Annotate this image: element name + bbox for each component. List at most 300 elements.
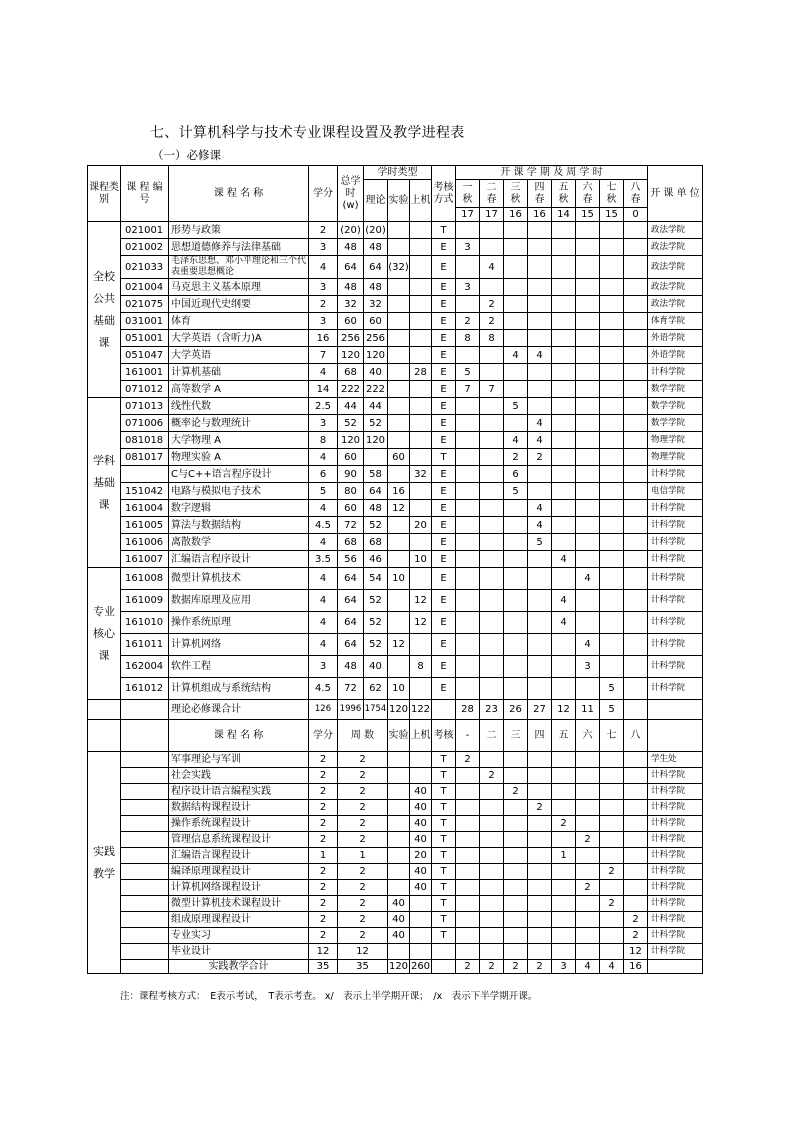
semester-hours-cell xyxy=(456,347,480,364)
semester-hours-cell xyxy=(504,534,528,551)
practice-dept: 计科学院 xyxy=(648,864,703,880)
semester-hours-cell xyxy=(552,483,576,500)
course-code: 021075 xyxy=(121,296,169,313)
blank-cell xyxy=(88,700,121,720)
course-lab-hours xyxy=(388,347,410,364)
practice-lab: 40 xyxy=(388,928,410,944)
course-theory-hours: 48 xyxy=(364,500,388,517)
course-lab-hours: 10 xyxy=(388,568,410,590)
course-name: 操作系统原理 xyxy=(169,612,309,634)
course-exam-type: E xyxy=(432,239,456,256)
course-dept: 计科学院 xyxy=(648,364,703,381)
course-lab-hours xyxy=(388,534,410,551)
blank-cell xyxy=(121,864,169,880)
course-total-hours: 80 xyxy=(338,483,364,500)
semester-hours-cell xyxy=(528,256,552,279)
semester-hours-cell: 5 xyxy=(456,364,480,381)
course-lab-hours xyxy=(388,551,410,568)
semester-hours-cell xyxy=(624,432,648,449)
course-machine-hours xyxy=(410,256,432,279)
blank-cell xyxy=(121,768,169,784)
practice-weeks: 2 xyxy=(338,880,388,896)
course-name: C与C++语言程序设计 xyxy=(169,466,309,483)
semester-hours-cell xyxy=(528,656,552,678)
course-total-hours: 222 xyxy=(338,381,364,398)
course-code: 071012 xyxy=(121,381,169,398)
practice-row xyxy=(88,880,703,896)
semester-hours-cell xyxy=(552,449,576,466)
semester-hours-cell xyxy=(600,880,624,896)
practice-machine xyxy=(410,928,432,944)
practice-weeks: 2 xyxy=(338,896,388,912)
semester-num: 七 xyxy=(606,181,617,193)
course-name: 大学英语 xyxy=(169,347,309,364)
semester-hours-cell xyxy=(624,466,648,483)
course-name: 物理实验 A xyxy=(169,449,309,466)
semester-hours-cell xyxy=(600,313,624,330)
practice-header-exam: 考核 xyxy=(432,720,456,752)
course-total-hours: 64 xyxy=(338,590,364,612)
semester-hours-cell xyxy=(504,256,528,279)
course-name: 计算机组成与系统结构 xyxy=(169,678,309,700)
semester-hours-cell xyxy=(552,800,576,816)
practice-credit: 2 xyxy=(309,880,338,896)
course-lab-hours xyxy=(388,239,410,256)
blank-cell xyxy=(121,944,169,960)
semester-hours-cell xyxy=(480,364,504,381)
semester-hours-cell xyxy=(456,832,480,848)
semester-hours-cell xyxy=(552,500,576,517)
semester-hours-cell xyxy=(624,612,648,634)
total-theory: 1754 xyxy=(364,700,388,720)
course-row xyxy=(88,364,703,381)
practice-dept: 计科学院 xyxy=(648,912,703,928)
semester-hours-cell xyxy=(552,313,576,330)
course-row xyxy=(88,330,703,347)
course-theory-hours: 120 xyxy=(364,347,388,364)
semester-hours-cell xyxy=(600,483,624,500)
practice-weeks: 2 xyxy=(338,784,388,800)
course-credit: 16 xyxy=(309,330,338,347)
practice-machine xyxy=(410,896,432,912)
semester-hours-cell xyxy=(456,432,480,449)
header-row-1 xyxy=(88,166,703,180)
semester-hours-cell xyxy=(528,944,552,960)
course-theory-hours: 222 xyxy=(364,381,388,398)
semester-hours-cell xyxy=(456,928,480,944)
semester-hours-cell xyxy=(552,928,576,944)
practice-row xyxy=(88,864,703,880)
practice-weeks: 1 xyxy=(338,848,388,864)
semester-hours-cell xyxy=(480,534,504,551)
section-subtitle: （一）必修课 xyxy=(152,148,221,162)
semester-num: 一 xyxy=(462,181,473,193)
semester-hours-cell xyxy=(624,800,648,816)
course-name: 中国近现代史纲要 xyxy=(169,296,309,313)
practice-exam-type: T xyxy=(432,800,456,816)
semester-hours-cell: 2 xyxy=(480,768,504,784)
semester-hours-cell xyxy=(456,634,480,656)
semester-hours-cell: 2 xyxy=(624,912,648,928)
practice-name: 毕业设计 xyxy=(169,944,309,960)
semester-hours-cell xyxy=(504,279,528,296)
semester-hours-cell xyxy=(504,752,528,768)
semester-hours-cell xyxy=(456,415,480,432)
course-total-hours: 64 xyxy=(338,634,364,656)
course-credit: 14 xyxy=(309,381,338,398)
practice-machine xyxy=(410,912,432,928)
semester-hours-cell xyxy=(600,848,624,864)
semester-num: 八 xyxy=(630,181,641,193)
course-total-hours: 72 xyxy=(338,678,364,700)
course-name: 数字逻辑 xyxy=(169,500,309,517)
total-semester-cell: 16 xyxy=(624,960,648,974)
course-machine-hours xyxy=(410,313,432,330)
course-total-hours: 32 xyxy=(338,296,364,313)
semester-hours-cell xyxy=(624,256,648,279)
practice-weeks: 2 xyxy=(338,832,388,848)
semester-hours-cell xyxy=(576,398,600,415)
semester-hours-cell xyxy=(480,590,504,612)
semester-hours-cell xyxy=(456,500,480,517)
course-machine-hours: 20 xyxy=(410,517,432,534)
course-lab-hours xyxy=(388,313,410,330)
semester-hours-cell xyxy=(552,347,576,364)
blank-cell xyxy=(121,784,169,800)
semester-hours-cell xyxy=(624,634,648,656)
semester-hours-cell xyxy=(576,816,600,832)
practice-header-semester: 六 xyxy=(576,720,600,752)
practice-credit: 2 xyxy=(309,800,338,816)
semester-hours-cell xyxy=(624,296,648,313)
semester-hours-cell xyxy=(456,816,480,832)
semester-hours-cell: 2 xyxy=(504,784,528,800)
practice-credit: 2 xyxy=(309,768,338,784)
course-exam-type: E xyxy=(432,551,456,568)
semester-hours-cell xyxy=(504,880,528,896)
header-weeks-3: 16 xyxy=(504,208,528,222)
semester-hours-cell: 2 xyxy=(504,449,528,466)
course-exam-type: E xyxy=(432,313,456,330)
semester-hours-cell xyxy=(504,848,528,864)
course-machine-hours xyxy=(410,500,432,517)
semester-hours-cell xyxy=(600,568,624,590)
course-total-hours: 44 xyxy=(338,398,364,415)
course-lab-hours xyxy=(388,381,410,398)
total-semester-cell: 2 xyxy=(528,960,552,974)
semester-hours-cell xyxy=(480,239,504,256)
course-table-wrapper xyxy=(87,165,703,974)
semester-hours-cell xyxy=(576,944,600,960)
practice-row xyxy=(88,912,703,928)
semester-hours-cell xyxy=(480,517,504,534)
course-row xyxy=(88,296,703,313)
course-code: 021002 xyxy=(121,239,169,256)
course-machine-hours xyxy=(410,634,432,656)
course-code: 161008 xyxy=(121,568,169,590)
course-theory-hours: 44 xyxy=(364,398,388,415)
blank-cell xyxy=(432,960,456,974)
semester-hours-cell xyxy=(504,678,528,700)
semester-num: 三 xyxy=(510,181,521,193)
semester-hours-cell xyxy=(600,432,624,449)
course-theory-hours: 52 xyxy=(364,634,388,656)
semester-hours-cell xyxy=(480,784,504,800)
practice-header-row xyxy=(88,720,703,752)
semester-hours-cell xyxy=(552,466,576,483)
course-dept: 政法学院 xyxy=(648,256,703,279)
course-name: 计算机基础 xyxy=(169,364,309,381)
semester-hours-cell xyxy=(600,634,624,656)
semester-hours-cell xyxy=(504,800,528,816)
semester-hours-cell xyxy=(456,944,480,960)
course-theory-hours: 62 xyxy=(364,678,388,700)
semester-hours-cell xyxy=(456,256,480,279)
header-machine: 上机 xyxy=(410,180,432,222)
semester-hours-cell xyxy=(528,279,552,296)
course-credit: 4 xyxy=(309,634,338,656)
semester-hours-cell xyxy=(624,483,648,500)
practice-machine: 40 xyxy=(410,864,432,880)
blank-cell xyxy=(121,720,169,752)
course-dept: 物理学院 xyxy=(648,432,703,449)
practice-exam-type xyxy=(432,944,456,960)
course-lab-hours xyxy=(388,656,410,678)
semester-hours-cell xyxy=(576,364,600,381)
blank-cell xyxy=(121,832,169,848)
course-lab-hours: 10 xyxy=(388,678,410,700)
header-weeks-6: 15 xyxy=(576,208,600,222)
category-cell: 专业核心课 xyxy=(88,568,121,700)
course-dept: 计科学院 xyxy=(648,500,703,517)
total-semester-cell: 27 xyxy=(528,700,552,720)
practice-dept: 计科学院 xyxy=(648,784,703,800)
semester-hours-cell xyxy=(600,944,624,960)
practice-weeks: 2 xyxy=(338,864,388,880)
semester-hours-cell xyxy=(600,656,624,678)
total-semester-cell: 12 xyxy=(552,700,576,720)
course-row xyxy=(88,313,703,330)
semester-hours-cell xyxy=(624,279,648,296)
practice-weeks: 2 xyxy=(338,928,388,944)
semester-hours-cell xyxy=(624,880,648,896)
semester-season: 春 xyxy=(486,193,497,205)
header-schedule: 开 课 学 期 及 周 学 时 xyxy=(456,166,648,180)
course-total-hours: 64 xyxy=(338,256,364,279)
practice-header-semester: 四 xyxy=(528,720,552,752)
semester-hours-cell xyxy=(600,222,624,239)
header-theory: 理论 xyxy=(364,180,388,222)
total-lab: 120 xyxy=(388,700,410,720)
practice-row xyxy=(88,944,703,960)
semester-hours-cell xyxy=(600,398,624,415)
semester-hours-cell xyxy=(504,330,528,347)
semester-hours-cell: 5 xyxy=(504,483,528,500)
practice-lab xyxy=(388,864,410,880)
practice-header-lab: 实验 xyxy=(388,720,410,752)
blank-cell xyxy=(121,928,169,944)
course-row xyxy=(88,551,703,568)
course-theory-hours: 48 xyxy=(364,279,388,296)
course-row xyxy=(88,415,703,432)
course-lab-hours xyxy=(388,432,410,449)
footnote: 注：课程考核方式： E表示考试， T表示考查。 x/ 表示上半学期开课； /x 表示下半学期开课。 xyxy=(120,991,538,1002)
semester-hours-cell xyxy=(528,222,552,239)
semester-hours-cell xyxy=(576,313,600,330)
semester-hours-cell xyxy=(480,483,504,500)
course-exam-type: E xyxy=(432,517,456,534)
course-code: 071013 xyxy=(121,398,169,415)
course-row xyxy=(88,222,703,239)
semester-hours-cell xyxy=(528,896,552,912)
course-code: 161006 xyxy=(121,534,169,551)
course-machine-hours xyxy=(410,432,432,449)
semester-hours-cell xyxy=(456,612,480,634)
course-row xyxy=(88,500,703,517)
semester-hours-cell xyxy=(552,296,576,313)
course-exam-type: E xyxy=(432,432,456,449)
semester-hours-cell xyxy=(600,590,624,612)
practice-header-semester: 八 xyxy=(624,720,648,752)
course-machine-hours: 32 xyxy=(410,466,432,483)
semester-hours-cell xyxy=(552,944,576,960)
course-name: 体育 xyxy=(169,313,309,330)
header-lab: 实验 xyxy=(388,180,410,222)
semester-hours-cell xyxy=(624,517,648,534)
practice-lab xyxy=(388,944,410,960)
semester-hours-cell: 4 xyxy=(528,517,552,534)
practice-total-row xyxy=(88,960,703,974)
practice-machine: 40 xyxy=(410,800,432,816)
semester-hours-cell xyxy=(576,279,600,296)
semester-hours-cell: 2 xyxy=(528,800,552,816)
semester-hours-cell xyxy=(528,239,552,256)
practice-exam-type: T xyxy=(432,864,456,880)
practice-dept: 计科学院 xyxy=(648,816,703,832)
total-semester-cell: 4 xyxy=(600,960,624,974)
semester-hours-cell xyxy=(576,551,600,568)
semester-hours-cell xyxy=(528,768,552,784)
total-semester-cell: 11 xyxy=(576,700,600,720)
course-name: 算法与数据结构 xyxy=(169,517,309,534)
semester-hours-cell xyxy=(552,656,576,678)
semester-hours-cell xyxy=(576,896,600,912)
course-total-hours: 60 xyxy=(338,449,364,466)
practice-lab xyxy=(388,832,410,848)
blank-cell xyxy=(648,700,703,720)
practice-lab xyxy=(388,800,410,816)
semester-hours-cell xyxy=(552,432,576,449)
practice-machine xyxy=(410,768,432,784)
semester-hours-cell xyxy=(552,398,576,415)
semester-hours-cell xyxy=(552,381,576,398)
semester-hours-cell xyxy=(480,656,504,678)
semester-hours-cell xyxy=(456,864,480,880)
course-dept: 外语学院 xyxy=(648,330,703,347)
practice-dept: 计科学院 xyxy=(648,800,703,816)
practice-row xyxy=(88,768,703,784)
course-code: 021001 xyxy=(121,222,169,239)
practice-credit: 2 xyxy=(309,816,338,832)
course-name: 线性代数 xyxy=(169,398,309,415)
course-code: 161004 xyxy=(121,500,169,517)
blank-cell xyxy=(121,848,169,864)
semester-hours-cell xyxy=(600,534,624,551)
course-theory-hours: 64 xyxy=(364,256,388,279)
practice-machine xyxy=(410,944,432,960)
semester-hours-cell xyxy=(504,313,528,330)
semester-hours-cell xyxy=(480,752,504,768)
practice-credit: 2 xyxy=(309,784,338,800)
course-dept: 物理学院 xyxy=(648,449,703,466)
practice-weeks: 12 xyxy=(338,944,388,960)
practice-name: 编译原理课程设计 xyxy=(169,864,309,880)
course-exam-type: E xyxy=(432,612,456,634)
semester-hours-cell: 2 xyxy=(552,816,576,832)
semester-hours-cell xyxy=(480,500,504,517)
practice-credit: 2 xyxy=(309,928,338,944)
semester-hours-cell xyxy=(456,551,480,568)
practice-machine: 40 xyxy=(410,816,432,832)
course-exam-type: E xyxy=(432,590,456,612)
semester-hours-cell xyxy=(504,381,528,398)
course-dept: 计科学院 xyxy=(648,466,703,483)
semester-hours-cell xyxy=(576,534,600,551)
semester-hours-cell xyxy=(480,848,504,864)
practice-row xyxy=(88,896,703,912)
course-machine-hours xyxy=(410,678,432,700)
course-credit: 3 xyxy=(309,656,338,678)
header-hour-type: 学时类型 xyxy=(364,166,432,180)
semester-hours-cell xyxy=(528,848,552,864)
practice-machine xyxy=(410,752,432,768)
course-theory-hours: 54 xyxy=(364,568,388,590)
course-credit: 2 xyxy=(309,222,338,239)
total-semester-cell: 2 xyxy=(480,960,504,974)
semester-season: 秋 xyxy=(510,193,521,205)
semester-hours-cell xyxy=(480,896,504,912)
course-theory-hours: 60 xyxy=(364,313,388,330)
semester-hours-cell xyxy=(528,568,552,590)
semester-hours-cell xyxy=(624,678,648,700)
practice-credit: 12 xyxy=(309,944,338,960)
semester-hours-cell: 4 xyxy=(528,432,552,449)
semester-hours-cell xyxy=(552,832,576,848)
semester-hours-cell xyxy=(456,534,480,551)
semester-hours-cell xyxy=(624,364,648,381)
course-lab-hours xyxy=(388,466,410,483)
practice-credit: 2 xyxy=(309,896,338,912)
semester-hours-cell xyxy=(504,864,528,880)
semester-hours-cell xyxy=(600,800,624,816)
practice-exam-type: T xyxy=(432,912,456,928)
header-weeks-7: 15 xyxy=(600,208,624,222)
semester-hours-cell xyxy=(504,239,528,256)
practice-name: 社会实践 xyxy=(169,768,309,784)
course-credit: 4 xyxy=(309,590,338,612)
practice-exam-type: T xyxy=(432,896,456,912)
blank-cell xyxy=(121,700,169,720)
semester-hours-cell xyxy=(552,752,576,768)
course-theory-hours: 52 xyxy=(364,612,388,634)
semester-hours-cell: 4 xyxy=(576,634,600,656)
course-code: 161010 xyxy=(121,612,169,634)
blank-cell xyxy=(121,816,169,832)
course-machine-hours xyxy=(410,415,432,432)
semester-hours-cell xyxy=(576,239,600,256)
course-exam-type: E xyxy=(432,347,456,364)
semester-hours-cell xyxy=(552,784,576,800)
